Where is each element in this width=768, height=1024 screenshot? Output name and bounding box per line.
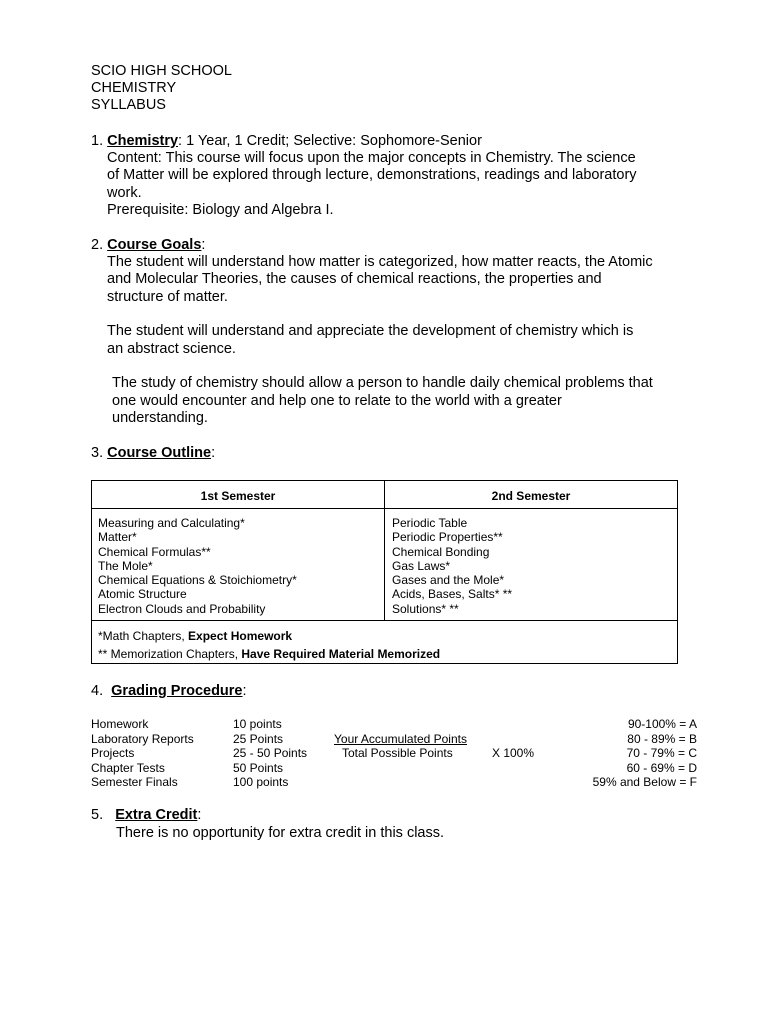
section4-colon: :: [242, 683, 247, 699]
section3-number: 3.: [91, 445, 104, 461]
list-item: Chemical Formulas**: [98, 544, 211, 559]
section1-title: Chemistry: [107, 133, 179, 149]
list-item: Projects: [91, 746, 135, 760]
table-header-2nd-semester: 2nd Semester: [491, 489, 571, 503]
grading-points: [233, 717, 307, 790]
goals-para2-line: an abstract science.: [107, 341, 236, 357]
extra-credit-text: There is no opportunity for extra credit in this class.: [116, 825, 445, 841]
goals-para2-line: The student will understand and appreciate the development of chemistry which is: [107, 323, 634, 339]
grading-scale: [540, 717, 697, 790]
semester1-topics: [98, 516, 297, 616]
section1-content-line: work.: [107, 185, 142, 201]
list-item: Periodic Table: [392, 516, 468, 530]
list-item: Gas Laws*: [392, 558, 451, 573]
section3-title: Course Outline: [107, 445, 212, 461]
goals-para3-line: one would encounter and help one to relate to the world with a greater: [112, 393, 562, 409]
list-item: Solutions* **: [392, 601, 459, 616]
formula-numerator: Your Accumulated Points: [334, 732, 467, 746]
list-item: 70 - 79% = C: [626, 746, 697, 760]
list-item: 10 points: [233, 717, 282, 731]
section1-heading: [91, 133, 482, 151]
list-item: Laboratory Reports: [91, 731, 194, 746]
list-item: Measuring and Calculating*: [98, 516, 245, 530]
section3-colon: :: [211, 445, 216, 461]
section4-title: Grading Procedure: [111, 683, 243, 699]
list-item: Electron Clouds and Probability: [98, 601, 266, 616]
section4-heading: [91, 683, 247, 701]
school-name: SCIO HIGH SCHOOL: [91, 63, 232, 79]
goals-para1-line: The student will understand how matter is categorized, how matter reacts, the Atomic: [107, 254, 653, 270]
list-item: Matter*: [98, 530, 137, 545]
goals-para1-line: and Molecular Theories, the causes of chemical reactions, the properties and: [107, 271, 602, 287]
list-item: 80 - 89% = B: [627, 731, 697, 746]
note-prefix: ** Memorization Chapters,: [98, 647, 242, 661]
list-item: Chemical Bonding: [392, 544, 490, 559]
document-title: SYLLABUS: [91, 97, 166, 113]
section1-number: 1.: [91, 133, 104, 149]
list-item: 50 Points: [233, 760, 284, 775]
semester2-topics: [392, 516, 512, 616]
list-item: 90-100% = A: [627, 717, 697, 731]
section5-title: Extra Credit: [115, 807, 198, 823]
goals-para3-line: The study of chemistry should allow a person to handle daily chemical problems that: [112, 375, 653, 391]
list-item: 100 points: [233, 775, 289, 789]
note-prefix: *Math Chapters,: [98, 629, 189, 643]
list-item: 25 - 50 Points: [233, 746, 308, 760]
section2-title: Course Goals: [107, 237, 202, 253]
list-item: Atomic Structure: [98, 587, 187, 602]
list-item: Chapter Tests: [91, 760, 165, 775]
section1-content-line: Content: This course will focus upon the major concepts in Chemistry. The science: [107, 150, 636, 166]
section4-number: 4.: [91, 683, 104, 699]
list-item: Acids, Bases, Salts* **: [392, 587, 513, 602]
math-chapters-note: [98, 629, 292, 643]
table-header-1st-semester: 1st Semester: [200, 489, 276, 503]
section5-heading: [91, 807, 201, 825]
goals-para3-line: understanding.: [112, 410, 208, 426]
grading-items: [91, 717, 194, 790]
section5-number: 5.: [91, 807, 104, 823]
list-item: Chemical Equations & Stoichiometry*: [98, 573, 297, 588]
memorization-chapters-note: [98, 647, 440, 661]
list-item: 60 - 69% = D: [626, 760, 697, 775]
note-emphasis: Have Required Material Memorized: [241, 647, 441, 661]
table-notes-divider: [92, 620, 677, 621]
section2-heading: [91, 237, 205, 255]
list-item: Gases and the Mole*: [392, 573, 505, 588]
list-item: The Mole*: [98, 558, 153, 573]
course-name: CHEMISTRY: [91, 80, 177, 96]
section2-colon: :: [201, 237, 206, 253]
list-item: 59% and Below = F: [592, 775, 697, 789]
section1-content-line: of Matter will be explored through lecture, demonstrations, readings and laboratory: [107, 167, 637, 183]
section1-prerequisite: Prerequisite: Biology and Algebra I.: [107, 202, 334, 218]
course-outline-table: [91, 480, 678, 664]
note-emphasis: Expect Homework: [188, 629, 293, 643]
list-item: Periodic Properties**: [392, 530, 503, 545]
list-item: 25 Points: [233, 731, 284, 746]
section3-heading: [91, 445, 215, 463]
goals-para1-line: structure of matter.: [107, 289, 228, 305]
section2-number: 2.: [91, 237, 104, 253]
list-item: Semester Finals: [91, 775, 178, 789]
formula-multiplier: X 100%: [492, 746, 535, 760]
list-item: Homework: [91, 717, 149, 731]
formula-denominator: Total Possible Points: [342, 746, 453, 760]
section5-colon: :: [197, 807, 202, 823]
section1-title-suffix: : 1 Year, 1 Credit; Selective: Sophomore-Senior: [178, 133, 482, 149]
